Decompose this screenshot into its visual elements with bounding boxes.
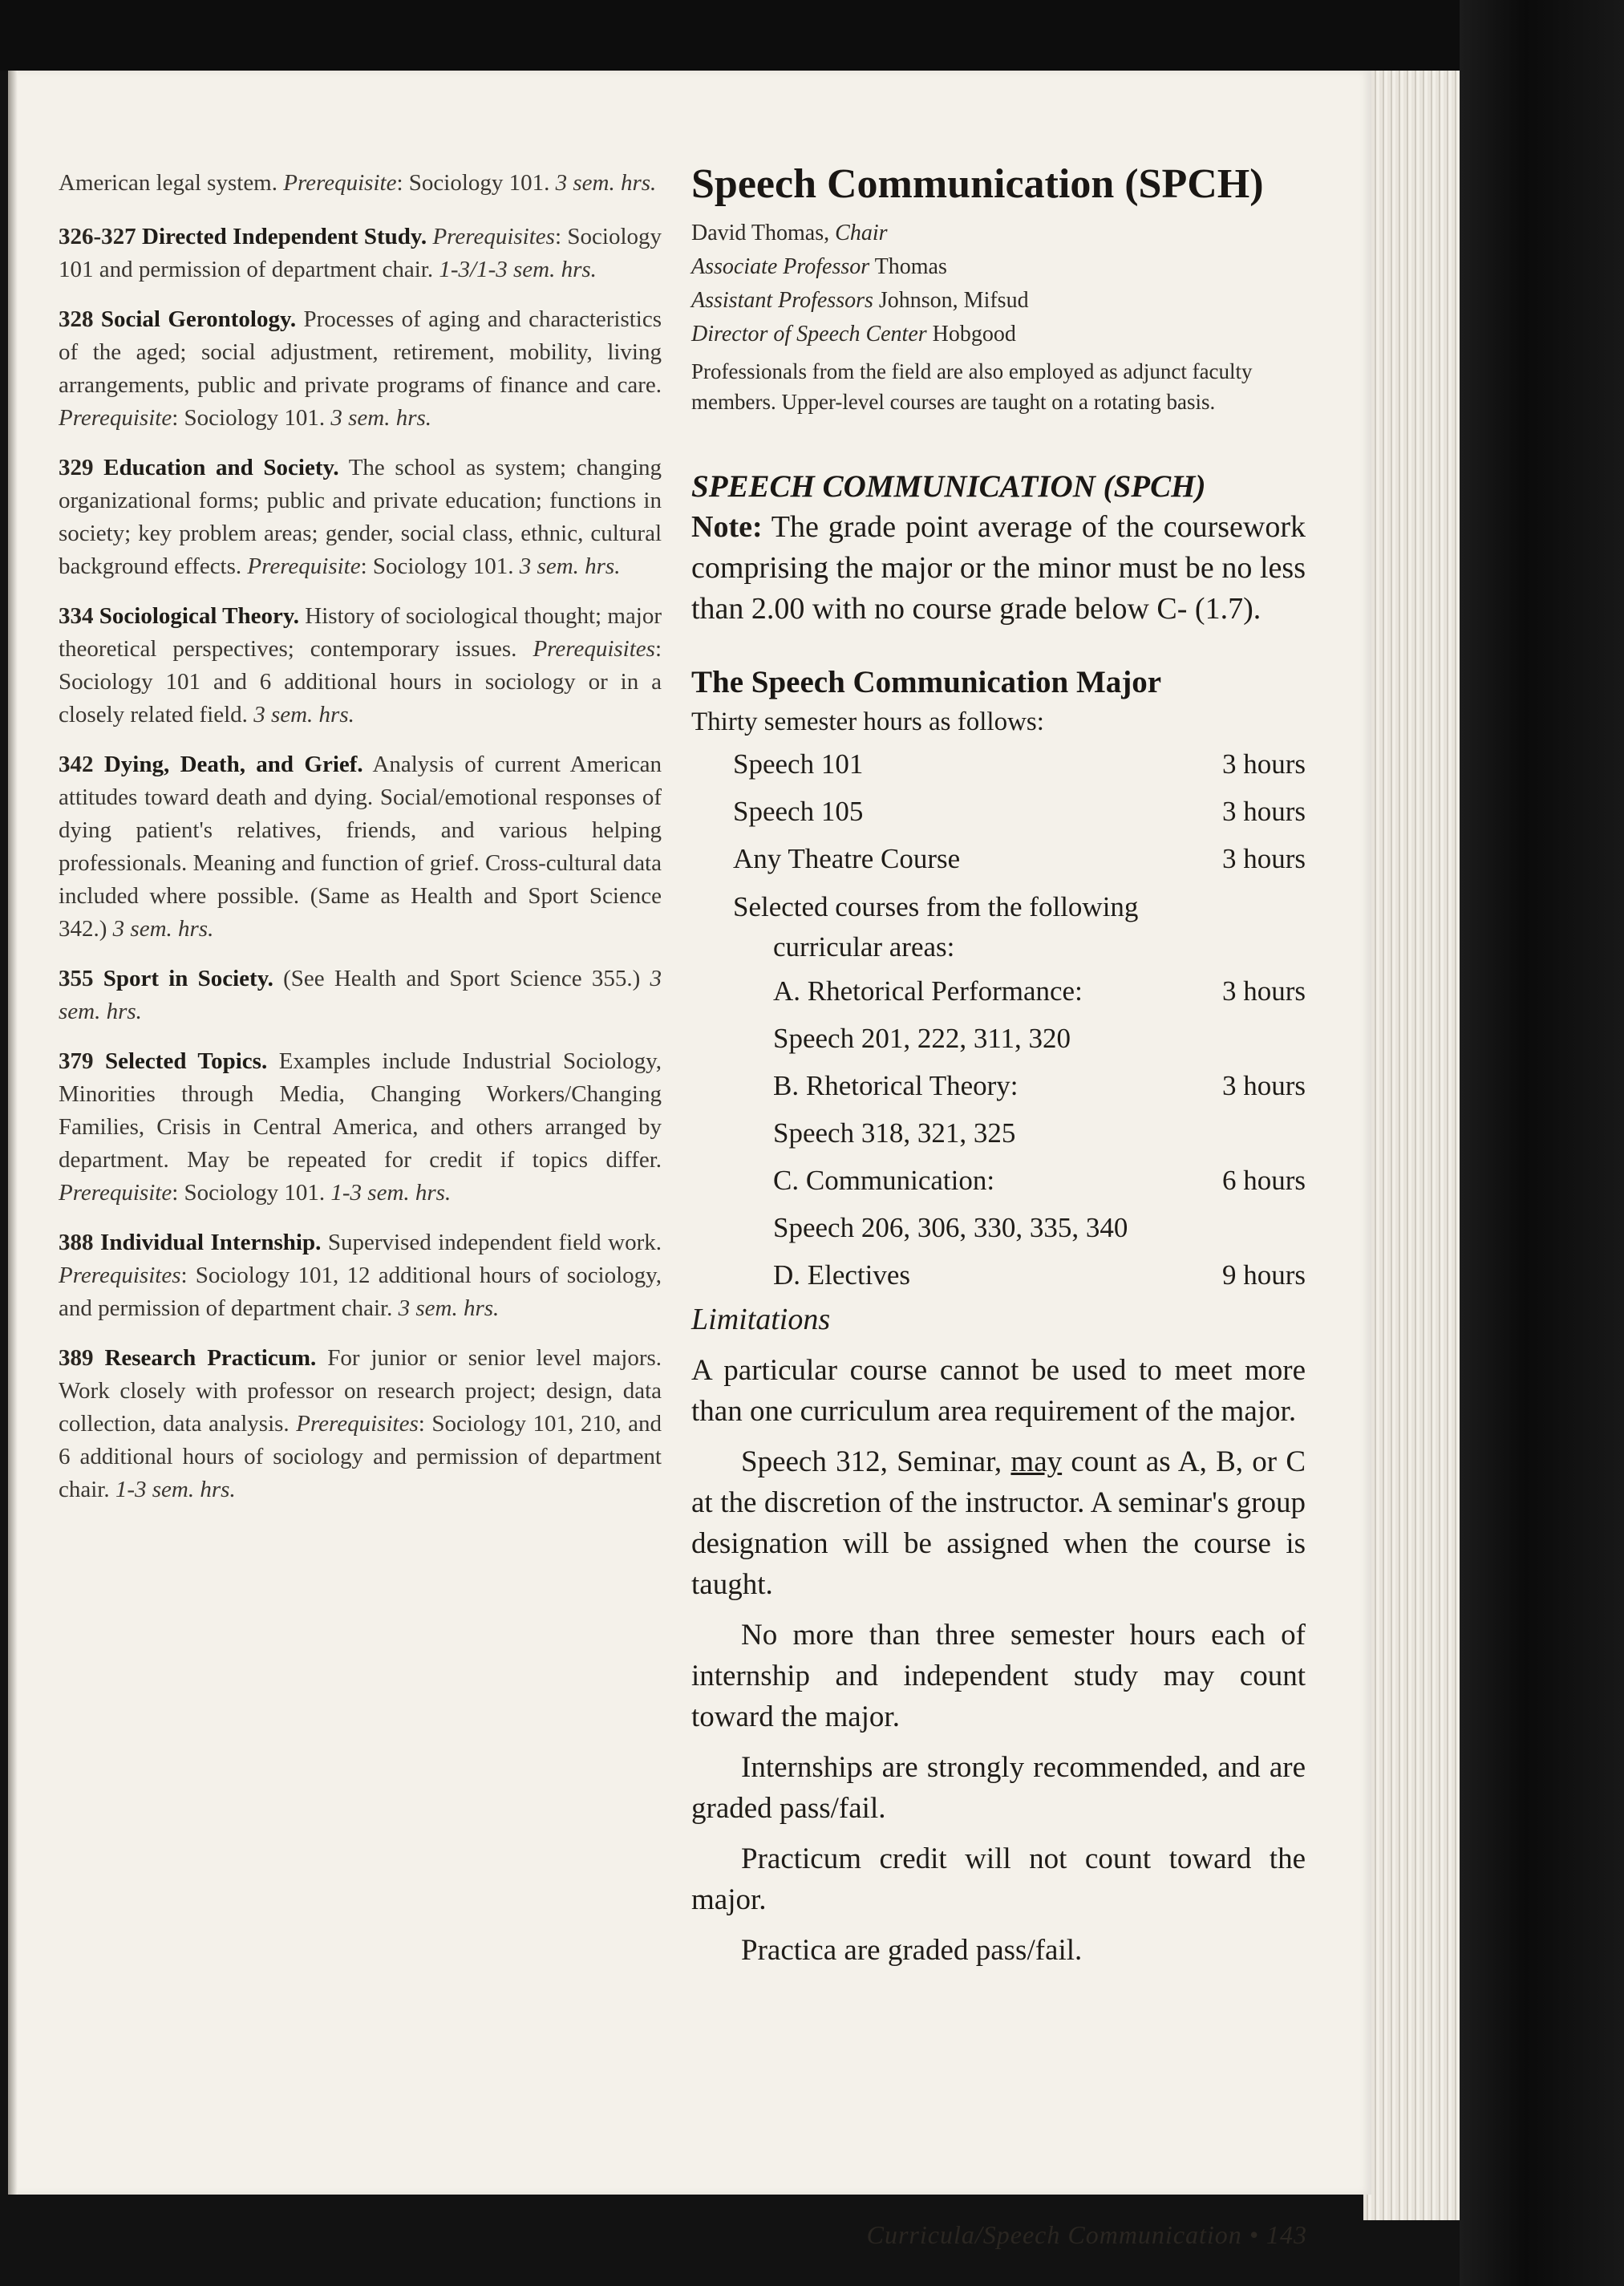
book-binding xyxy=(1460,0,1624,2286)
course-description-text: Processes of aging and characteristics of the aged; social adjustment, retirement, mobility, living arrangements, public and private programs of finance and care. xyxy=(59,306,662,398)
limitation-paragraph-5: Practicum credit will not count toward the major. xyxy=(691,1842,1306,1916)
limitation-paragraph-3: No more than three semester hours each of internship and independent study may count toward the major. xyxy=(691,1619,1306,1733)
faculty-line xyxy=(691,284,1306,318)
course-description-text: 3 sem. hrs. xyxy=(398,1295,500,1321)
course-number: 334 xyxy=(59,603,94,629)
gpa-note: Note: The grade point average of the coursework comprising the major or the minor must be no less than 2.00 with no course grade below C- (1.7). xyxy=(691,510,1306,626)
course-description-text: Prerequisite xyxy=(59,1180,172,1206)
faculty-name: Thomas xyxy=(869,254,947,279)
course-number: 342 xyxy=(59,752,94,777)
course-description-text: : Sociology 101. xyxy=(172,1180,331,1206)
course-description-text: : Sociology 101 and permission of department chair. xyxy=(59,224,662,282)
limitation-paragraph-6: Practica are graded pass/fail. xyxy=(741,1934,1083,1967)
area-hours: 6 hours xyxy=(1221,1165,1306,1196)
area-hours: 3 hours xyxy=(1221,975,1306,1007)
continuation-paragraph: American legal system. Prerequisite: Sociology 101. 3 sem. hrs. xyxy=(59,170,657,196)
requirement-hours: 3 hours xyxy=(1221,843,1306,874)
course-number: 326-327 xyxy=(59,224,136,249)
left-column xyxy=(59,167,662,1523)
requirement-hours: 3 hours xyxy=(1221,748,1306,780)
faculty-line xyxy=(691,250,1306,284)
area-courses: Speech 201, 222, 311, 320 xyxy=(773,1023,1071,1054)
course-description-text: Supervised independent field work. xyxy=(327,1230,662,1255)
faculty-line xyxy=(691,318,1306,351)
course-description-text: 1-3 sem. hrs. xyxy=(330,1180,452,1206)
faculty-name: Hobgood xyxy=(926,322,1016,347)
course-description-text: Prerequisites xyxy=(59,1263,181,1288)
faculty-list xyxy=(691,217,1306,351)
area-row xyxy=(691,1062,1306,1109)
limitations-title: Limitations xyxy=(691,1303,831,1336)
course-description-text: Prerequisites xyxy=(432,224,555,249)
course-number: 389 xyxy=(59,1345,94,1371)
requirement-name: Speech 101 xyxy=(733,748,864,780)
course-description-text: : Sociology 101, 12 additional hours of sociology, and permission of department chair. xyxy=(59,1263,662,1321)
course-title: Individual Internship. xyxy=(100,1230,322,1255)
course-title: Directed Independent Study. xyxy=(142,224,427,249)
course-description-text: 3 sem. hrs. xyxy=(253,702,354,728)
course-entry xyxy=(59,1342,662,1506)
requirement-hours: 3 hours xyxy=(1221,796,1306,827)
faculty-note: Professionals from the field are also employed as adjunct faculty members. Upper-level courses are taught on a rotating basis. xyxy=(691,359,1253,414)
course-entry xyxy=(59,1045,662,1210)
requirement-row xyxy=(691,788,1306,835)
note-label: Note: xyxy=(691,510,763,544)
course-entry xyxy=(59,600,662,732)
area-courses: Speech 318, 321, 325 xyxy=(773,1117,1016,1149)
course-description-text: 3 sem. hrs. xyxy=(112,916,214,942)
requirement-name: Speech 105 xyxy=(733,796,864,827)
course-description-text: 3 sem. hrs. xyxy=(59,966,662,1024)
course-description-text: : Sociology 101, 210, and 6 additional hours of sociology and permission of department chair. xyxy=(59,1411,662,1502)
course-entry xyxy=(59,221,662,286)
course-description-text: Prerequisite xyxy=(59,405,172,431)
section-title: SPEECH COMMUNICATION (SPCH) xyxy=(691,469,1206,504)
area-label: B. Rhetorical Theory: xyxy=(773,1070,1019,1101)
area-row xyxy=(691,1157,1306,1204)
course-title: Sociological Theory. xyxy=(99,603,299,629)
course-description-text: : Sociology 101. xyxy=(172,405,331,431)
course-title: Selected Topics. xyxy=(105,1048,268,1074)
course-number: 355 xyxy=(59,966,94,991)
course-description-text: Prerequisites xyxy=(533,636,655,662)
requirement-name: Any Theatre Course xyxy=(733,843,961,874)
selected-courses-intro: Selected courses from the following curricular areas: xyxy=(733,891,1139,963)
area-label: C. Communication: xyxy=(773,1165,995,1196)
major-title: The Speech Communication Major xyxy=(691,665,1162,699)
course-description-text: : Sociology 101. xyxy=(360,553,520,579)
area-hours: 3 hours xyxy=(1221,1070,1306,1101)
course-description-text: : Sociology 101 and 6 additional hours in sociology or in a closely related field. xyxy=(59,636,662,728)
faculty-name: David Thomas, xyxy=(691,221,836,245)
course-description-text: The school as system; changing organizational forms; public and private education; functions in society; key problem areas; gender, social class, ethnic, cultural background effects. xyxy=(59,455,662,579)
area-hours: 9 hours xyxy=(1221,1259,1306,1291)
course-description-text: History of sociological thought; major theoretical perspectives; contemporary issues. xyxy=(59,603,662,662)
course-description-text: Examples include Industrial Sociology, Minorities through Media, Changing Workers/Changing Families, Crisis in Central America, and others arranged by department. May be repeated for credit if topics differ. xyxy=(59,1048,662,1173)
course-description-text: 1-3/1-3 sem. hrs. xyxy=(439,257,597,282)
course-number: 388 xyxy=(59,1230,94,1255)
book-page xyxy=(8,71,1371,2249)
course-title: Research Practicum. xyxy=(104,1345,317,1371)
area-courses: Speech 206, 306, 330, 335, 340 xyxy=(773,1212,1128,1243)
course-entry xyxy=(59,1226,662,1325)
faculty-name: Johnson, Mifsud xyxy=(873,288,1029,313)
curricular-areas xyxy=(691,967,1306,1299)
faculty-line xyxy=(691,217,1306,250)
course-description-text: For junior or senior level majors. Work closely with professor on research project; design, data collection, data analysis. xyxy=(59,1345,662,1437)
course-description-text: (See Health and Sport Science 355.) xyxy=(283,966,650,991)
page-footer: Curricula/Speech Communication • 143 xyxy=(866,2220,1307,2249)
course-description-text: Prerequisites xyxy=(296,1411,419,1437)
major-intro: Thirty semester hours as follows: xyxy=(691,707,1044,736)
book-cover-top xyxy=(0,0,1624,71)
course-entry xyxy=(59,963,662,1028)
gutter-shadow xyxy=(8,71,18,2195)
course-number: 379 xyxy=(59,1048,94,1074)
requirement-row xyxy=(691,835,1306,882)
course-title: Sport in Society. xyxy=(103,966,273,991)
course-description-text: Prerequisite xyxy=(247,553,361,579)
limitation-paragraph-2: Speech 312, Seminar, may count as A, B, or C at the discretion of the instructor. A seminar's group designation will be assigned when the course is taught. xyxy=(691,1445,1306,1601)
requirements-list xyxy=(691,740,1306,882)
area-label: A. Rhetorical Performance: xyxy=(773,975,1083,1007)
course-description-text: 3 sem. hrs. xyxy=(330,405,432,431)
area-row xyxy=(691,967,1306,1015)
course-title: Social Gerontology. xyxy=(100,306,297,332)
course-description-text: 1-3 sem. hrs. xyxy=(115,1477,236,1502)
course-entry xyxy=(59,748,662,946)
limitation-paragraph-1: A particular course cannot be used to meet more than one curriculum area requirement of the major. xyxy=(691,1354,1306,1428)
page-edges xyxy=(1363,71,1464,2220)
course-title: Education and Society. xyxy=(103,455,339,480)
area-label: D. Electives xyxy=(773,1259,911,1291)
faculty-role: Associate Professor xyxy=(691,254,870,279)
area-row xyxy=(691,1251,1306,1299)
course-number: 328 xyxy=(59,306,94,332)
faculty-role: Assistant Professors xyxy=(691,288,873,313)
right-column xyxy=(691,159,1306,1971)
faculty-role: Chair xyxy=(835,221,888,245)
course-number: 329 xyxy=(59,455,94,480)
requirement-row xyxy=(691,740,1306,788)
limitation-paragraph-4: Internships are strongly recommended, and are graded pass/fail. xyxy=(691,1751,1306,1825)
course-description-text: Analysis of current American attitudes toward death and dying. Social/emotional responses of dying patient's relatives, friends, and various helping professionals. Meaning and function of grief. Cross-cultural data included where possible. (Same as Health and Sport Science 342.) xyxy=(59,752,662,942)
course-title: Dying, Death, and Grief. xyxy=(103,752,363,777)
faculty-role: Director of Speech Center xyxy=(691,322,927,347)
course-list xyxy=(59,221,662,1506)
course-description-text: 3 sem. hrs. xyxy=(519,553,621,579)
course-entry xyxy=(59,452,662,583)
course-entry xyxy=(59,303,662,435)
department-title: Speech Communication (SPCH) xyxy=(691,161,1264,207)
